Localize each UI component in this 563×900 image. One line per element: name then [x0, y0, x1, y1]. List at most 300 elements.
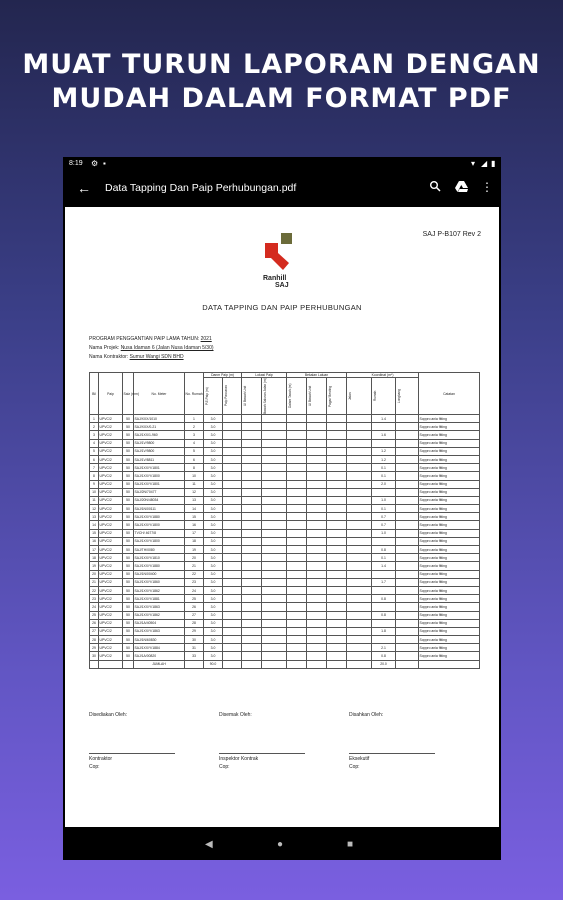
- table-cell: [223, 636, 242, 644]
- table-cell: UPVC/2: [99, 611, 123, 619]
- table-cell: 3.0: [204, 546, 223, 554]
- table-cell: [262, 546, 287, 554]
- table-cell: [396, 480, 419, 488]
- kontraktor-line: Nama Kontraktor: Sumur Wangi SDN BHD: [89, 354, 184, 360]
- table-cell: 50: [123, 619, 134, 627]
- table-cell: [262, 455, 287, 463]
- table-cell: [347, 496, 372, 504]
- table-cell: 0.1: [372, 472, 396, 480]
- table-cell: [262, 521, 287, 529]
- table-cell: 50: [123, 415, 134, 423]
- table-cell: [307, 554, 327, 562]
- table-total-row: [90, 660, 480, 668]
- table-cell: [396, 554, 419, 562]
- table-row: [90, 423, 480, 431]
- table-cell: 28: [185, 619, 204, 627]
- table-cell: [262, 496, 287, 504]
- table-cell: [327, 472, 347, 480]
- table-cell: [242, 455, 262, 463]
- table-cell: UPVC/2: [99, 562, 123, 570]
- table-cell: 7: [90, 464, 99, 472]
- table-cell: 27: [90, 627, 99, 635]
- table-cell: [327, 611, 347, 619]
- table-cell: [223, 431, 242, 439]
- table-cell: 19: [90, 562, 99, 570]
- table-cell: [223, 480, 242, 488]
- table-cell: 0.7: [372, 521, 396, 529]
- table-cell: [327, 586, 347, 594]
- table-row: [90, 464, 480, 472]
- table-cell: [287, 431, 307, 439]
- sig-2-role: Inspektor Kontrak: [219, 756, 259, 762]
- table-cell: 22: [185, 570, 204, 578]
- settings-icon: ⚙: [91, 159, 99, 168]
- table-cell: [307, 619, 327, 627]
- table-cell: SAJ/1XX/Y/1801: [134, 464, 185, 472]
- table-cell: 3.0: [204, 513, 223, 521]
- table-row: [90, 447, 480, 455]
- table-cell: [372, 636, 396, 644]
- table-cell: UPVC/2: [99, 521, 123, 529]
- table-cell: [347, 652, 372, 660]
- table-cell: [223, 570, 242, 578]
- table-cell: Soppro ania fitting: [419, 611, 480, 619]
- table-cell: 3.0: [204, 586, 223, 594]
- table-cell: [396, 619, 419, 627]
- table-cell: [347, 603, 372, 611]
- card-icon: ▪: [103, 159, 106, 168]
- table-cell: 50: [123, 546, 134, 554]
- table-cell: [372, 537, 396, 545]
- table-cell: [223, 537, 242, 545]
- table-cell: [262, 644, 287, 652]
- table-cell: [223, 439, 242, 447]
- sig-1-label: Disediakan Oleh:: [89, 712, 128, 718]
- table-row: [90, 562, 480, 570]
- table-cell: SAJ/TH/0080: [134, 546, 185, 554]
- table-cell: Soppro ania fitting: [419, 636, 480, 644]
- table-cell: [347, 464, 372, 472]
- table-cell: [327, 447, 347, 455]
- table-cell: 9: [90, 480, 99, 488]
- table-cell: SAJ/1XX/Y/1862: [134, 611, 185, 619]
- table-cell: SAJ/XXX/1010: [134, 415, 185, 423]
- table-cell: Soppro ania fitting: [419, 578, 480, 586]
- logo-text: Ranhill SAJ: [263, 275, 289, 289]
- table-cell: 3.0: [204, 439, 223, 447]
- table-cell: Soppro ania fitting: [419, 513, 480, 521]
- table-cell: Soppro ania fitting: [419, 455, 480, 463]
- table-cell: 3.0: [204, 578, 223, 586]
- table-cell: [307, 488, 327, 496]
- table-cell: [396, 415, 419, 423]
- table-cell: [287, 660, 307, 668]
- table-cell: 29: [185, 627, 204, 635]
- table-cell: UPVC/2: [99, 496, 123, 504]
- table-cell: [307, 570, 327, 578]
- table-cell: 12: [90, 505, 99, 513]
- table-cell: [287, 529, 307, 537]
- table-cell: [223, 447, 242, 455]
- table-cell: UPVC/2: [99, 455, 123, 463]
- table-cell: UPVC/2: [99, 652, 123, 660]
- table-cell: SAJ/1XX/1-960: [134, 431, 185, 439]
- table-cell: 30: [90, 652, 99, 660]
- table-cell: SAJ/1XX/Y/1800: [134, 521, 185, 529]
- table-cell: 3.0: [204, 455, 223, 463]
- battery-icon: ▮: [491, 159, 496, 168]
- table-cell: [287, 480, 307, 488]
- table-cell: [287, 513, 307, 521]
- table-row: [90, 586, 480, 594]
- table-cell: [307, 578, 327, 586]
- table-cell: [287, 488, 307, 496]
- table-cell: Soppro ania fitting: [419, 627, 480, 635]
- table-cell: 1.4: [372, 562, 396, 570]
- table-cell: 50: [123, 603, 134, 611]
- table-cell: [307, 423, 327, 431]
- table-cell: 50: [123, 570, 134, 578]
- table-cell: [327, 627, 347, 635]
- table-cell: [347, 627, 372, 635]
- table-cell: [287, 644, 307, 652]
- table-cell: 26: [185, 603, 204, 611]
- total-rumah: 20.0: [372, 660, 396, 668]
- table-cell: Soppro ania fitting: [419, 586, 480, 594]
- table-cell: [262, 570, 287, 578]
- table-cell: Soppro ania fitting: [419, 431, 480, 439]
- th-catatan: Catatan: [419, 373, 480, 415]
- table-cell: 50: [123, 595, 134, 603]
- drive-upload-icon[interactable]: [455, 180, 468, 195]
- table-cell: 3.0: [204, 521, 223, 529]
- table-cell: [223, 455, 242, 463]
- table-cell: 11: [90, 496, 99, 504]
- table-cell: 25: [185, 595, 204, 603]
- table-cell: [396, 521, 419, 529]
- table-cell: [262, 595, 287, 603]
- table-row: [90, 636, 480, 644]
- table-cell: 26: [90, 619, 99, 627]
- back-triangle-icon[interactable]: ◀: [205, 839, 213, 850]
- table-cell: 3.0: [204, 554, 223, 562]
- table-cell: [396, 652, 419, 660]
- table-cell: [307, 513, 327, 521]
- table-cell: [307, 611, 327, 619]
- android-nav-bar: [63, 832, 501, 860]
- table-cell: [327, 431, 347, 439]
- table-cell: [347, 537, 372, 545]
- table-cell: [223, 505, 242, 513]
- table-cell: [242, 578, 262, 586]
- table-cell: [347, 431, 372, 439]
- document-title: DATA TAPPING DAN PAIP PERHUBUNGAN: [202, 303, 362, 312]
- table-cell: [262, 537, 287, 545]
- table-cell: [372, 603, 396, 611]
- table-cell: [223, 578, 242, 586]
- table-cell: [287, 554, 307, 562]
- table-cell: [287, 570, 307, 578]
- table-cell: 12: [185, 488, 204, 496]
- table-cell: 3.0: [204, 644, 223, 652]
- table-cell: 18: [185, 537, 204, 545]
- table-cell: SAJ/1N/00111: [134, 505, 185, 513]
- device-screen: [63, 157, 501, 860]
- table-cell: 3.0: [204, 570, 223, 578]
- pdf-page[interactable]: [65, 207, 499, 827]
- more-vert-icon[interactable]: ⋮: [481, 180, 493, 194]
- table-cell: UPVC/2: [99, 513, 123, 521]
- home-circle-icon[interactable]: ●: [277, 839, 284, 850]
- table-cell: [242, 660, 262, 668]
- table-cell: UPVC/2: [99, 603, 123, 611]
- table-cell: [396, 660, 419, 668]
- table-cell: Soppro ania fitting: [419, 603, 480, 611]
- table-cell: [307, 505, 327, 513]
- table-cell: 2.0: [372, 480, 396, 488]
- table-cell: [372, 488, 396, 496]
- document-ref: SAJ P-B107 Rev 2: [422, 231, 481, 238]
- recents-square-icon[interactable]: ■: [347, 839, 354, 850]
- table-cell: UPVC/2: [99, 464, 123, 472]
- table-cell: [223, 619, 242, 627]
- table-cell: 30: [185, 636, 204, 644]
- table-row: [90, 595, 480, 603]
- table-cell: [327, 546, 347, 554]
- table-cell: UPVC/2: [99, 537, 123, 545]
- table-cell: 20: [185, 554, 204, 562]
- table-cell: UPVC/2: [99, 554, 123, 562]
- table-cell: [242, 546, 262, 554]
- table-cell: 50: [123, 472, 134, 480]
- data-table: Bil Paip Saiz (mm) No. Meter No. Rumah Danm Paip (m) Lokasi Paip Bekalan Laluan Koordinat (m*) Catatan P.E.Paip (m) Paip Pancaran Ul Bawah Unit Bawah Saluran Jalan (m) Dalam Tanah (m) Ul Bawah Unit Pagar/ Benting Jalan Rumah Longkang 1 UPVC/2 50 SAJ/XXX/1010 1 3.0 1.4 Soppro ania fitting 2 UPVC/2 50 SAJ/XXX/0-21 2 3.0 Soppro ania fitting 3 UPVC/2 50 SAJ/1XX/1-960 3 3.0 1.6 Soppro ania fitting 4 UPVC/2 50 SAJ/1V/9800 4 3.0 Soppro ania fitting 5 UPVC/2 50 SAJ/1V/9800 5 3.0 1.2 Soppro ania fitting 6 UPVC/2 50 SAJ/1V/8811 6 3.0 1.2 Soppro ania fitting 7 UPVC/2 50 SAJ/1XX/Y/1801 8 3.0 0.1 Soppro ania fitting 8 UPVC/2 50 SAJ/1XX/Y/1800 10 3.0 0.1 Soppro ania fitting 9 UPVC/2 50 SAJ/1XX/Y/1801 11 3.0 2.0 Soppro ania fitting 10 UPVC/2 50 SAJ/2N/70477 12 3.0 Soppro ania fitting 11 UPVC/2 50 SAJ/20N/48034 13 3.0 1.0 Soppro ania fitting 12 UPVC/2 50 SAJ/1N/00111 14 3.0 0.1 Soppro ania fitting 13 UPVC/2 50 SAJ/1XX/Y/1880 15 3.0 0.7 Soppro ania fitting 14 UPVC/2 50 SAJ/1XX/Y/1800 16 3.0 0.7 Soppro ania fitting 15 UPVC/2 50 TVCH/ 4677/8 17 3.0 1.0 Soppro ania fitting 16 UPVC/2 50 SAJ/1XX/Y/1800 18 3.0 Soppro ania fitting 17 UPVC/2 50 SAJ/TH/0080 19 3.0 0.8 Soppro ania fitting 18 UPVC/2 50 SAJ/1XX/Y/1810 20 3.0 0.1 Soppro ania fitting 19 UPVC/2 50 SAJ/1XX/Y/1880 21 3.0 1.4 Soppro ania fitting 20 UPVC/2 50 SAJ/1N/00400 22 3.0 Soppro ania fitting 21 UPVC/2 50 SAJ/1XX/Y/1860 23 3.0 1.7 Soppro ania fitting 22 UPVC/2 50 SAJ/1XX/Y/1862 24 3.0 Soppro ania fitting 23 UPVC/2 50 SAJ/1XX/Y/1881 25 3.0 0.8 Soppro ania fitting 24 UPVC/2 50 SAJ/1XX/Y/1863 26 3.0 Soppro ania fitting 25 UPVC/2 50 SAJ/1XX/Y/1862 27 3.0 0.8 Soppro ania fitting 26 UPVC/2 50 SAJ/1A/40504 28 3.0 Soppro ania fitting 27 UPVC/2 50 SAJ/1XX/Y/1863 29 3.0 1.8 Soppro ania fitting 28 UPVC/2 50 SAJ/1N/60830 30 3.0 Soppro ania fitting 29 UPVC/2 50 SAJ/1XX/Y/1884 31 3.0 2.1 Soppro ania fitting 30 UPVC/2 50 SAJ/1A/00820 33 3.0 0.8 Soppro ania fitting JUMLAH 90.0 20.0: [89, 372, 480, 669]
- table-cell: 3: [185, 431, 204, 439]
- table-row: [90, 554, 480, 562]
- table-cell: [242, 611, 262, 619]
- table-cell: UPVC/2: [99, 644, 123, 652]
- table-cell: [347, 586, 372, 594]
- table-cell: [307, 586, 327, 594]
- table-cell: 3.0: [204, 415, 223, 423]
- table-cell: UPVC/2: [99, 488, 123, 496]
- sig-3-cop: Cop:: [349, 764, 360, 770]
- table-cell: SAJ/1XX/Y/1862: [134, 586, 185, 594]
- table-cell: Soppro ania fitting: [419, 521, 480, 529]
- table-cell: 3.0: [204, 472, 223, 480]
- table-cell: [347, 529, 372, 537]
- table-cell: [262, 636, 287, 644]
- table-cell: [347, 505, 372, 513]
- table-cell: [327, 644, 347, 652]
- status-bar: [63, 157, 501, 171]
- table-cell: 3.0: [204, 488, 223, 496]
- table-cell: [242, 644, 262, 652]
- table-cell: [396, 562, 419, 570]
- table-cell: [347, 546, 372, 554]
- table-cell: [307, 496, 327, 504]
- table-cell: [396, 603, 419, 611]
- table-cell: [287, 496, 307, 504]
- headline-line-1: MUAT TURUN LAPORAN DENGAN: [22, 49, 541, 80]
- table-cell: 19: [185, 546, 204, 554]
- th-paip: Paip: [99, 373, 123, 415]
- table-cell: [287, 603, 307, 611]
- table-cell: [287, 627, 307, 635]
- table-cell: [262, 423, 287, 431]
- table-cell: [327, 529, 347, 537]
- table-cell: 15: [185, 513, 204, 521]
- table-cell: [223, 611, 242, 619]
- table-cell: 3.0: [204, 603, 223, 611]
- table-cell: [396, 455, 419, 463]
- table-cell: [223, 513, 242, 521]
- table-cell: SAJ/1XX/Y/1800: [134, 537, 185, 545]
- search-icon[interactable]: [429, 180, 441, 195]
- table-cell: 1.2: [372, 447, 396, 455]
- table-cell: [347, 423, 372, 431]
- th-group-koordinat: Koordinat (m*): [347, 373, 419, 378]
- table-cell: Soppro ania fitting: [419, 562, 480, 570]
- table-cell: [262, 554, 287, 562]
- table-cell: 50: [123, 537, 134, 545]
- table-cell: [396, 611, 419, 619]
- sig-2-label: Disemak Oleh:: [219, 712, 252, 718]
- table-cell: 3.0: [204, 480, 223, 488]
- table-cell: [396, 644, 419, 652]
- table-cell: Soppro ania fitting: [419, 652, 480, 660]
- table-cell: [307, 464, 327, 472]
- table-cell: [242, 595, 262, 603]
- table-cell: [327, 652, 347, 660]
- table-cell: 24: [185, 586, 204, 594]
- table-cell: [327, 464, 347, 472]
- table-cell: [307, 455, 327, 463]
- toolbar-title: Data Tapping Dan Paip Perhubungan.pdf: [105, 182, 297, 194]
- table-cell: SAJ/20N/48034: [134, 496, 185, 504]
- table-cell: SAJ/1N/00400: [134, 570, 185, 578]
- table-cell: 23: [185, 578, 204, 586]
- table-row: [90, 619, 480, 627]
- table-cell: 50: [123, 480, 134, 488]
- sig-2-cop: Cop:: [219, 764, 230, 770]
- table-cell: 3.0: [204, 636, 223, 644]
- table-row: [90, 488, 480, 496]
- table-cell: [242, 619, 262, 627]
- table-cell: 50: [123, 529, 134, 537]
- table-cell: 14: [185, 505, 204, 513]
- table-cell: 29: [90, 644, 99, 652]
- table-cell: [396, 472, 419, 480]
- table-cell: [327, 480, 347, 488]
- table-cell: [223, 627, 242, 635]
- table-cell: [396, 636, 419, 644]
- table-cell: [287, 562, 307, 570]
- table-cell: [327, 554, 347, 562]
- table-row: [90, 546, 480, 554]
- table-cell: [242, 586, 262, 594]
- table-row: [90, 505, 480, 513]
- table-cell: UPVC/2: [99, 529, 123, 537]
- table-cell: [287, 619, 307, 627]
- promo-headline: [0, 48, 563, 116]
- table-cell: 3.0: [204, 652, 223, 660]
- table-cell: [287, 521, 307, 529]
- table-cell: 1.4: [372, 415, 396, 423]
- table-cell: 6: [185, 455, 204, 463]
- wifi-icon: ▾: [471, 159, 476, 168]
- table-cell: UPVC/2: [99, 578, 123, 586]
- table-cell: SAJ/XXX/0-21: [134, 423, 185, 431]
- table-row: [90, 537, 480, 545]
- table-cell: [396, 505, 419, 513]
- app-toolbar: [63, 171, 501, 207]
- signal-icon: ◢: [481, 159, 488, 168]
- sig-2-line: [219, 753, 305, 754]
- table-cell: [242, 480, 262, 488]
- back-arrow-icon[interactable]: ←: [77, 180, 91, 196]
- table-cell: 4: [90, 439, 99, 447]
- table-cell: [242, 513, 262, 521]
- table-row: [90, 513, 480, 521]
- table-cell: Soppro ania fitting: [419, 546, 480, 554]
- th-group-danm: Danm Paip (m): [204, 373, 242, 378]
- table-cell: 2: [90, 423, 99, 431]
- table-cell: 16: [90, 537, 99, 545]
- table-cell: [307, 603, 327, 611]
- table-cell: Soppro ania fitting: [419, 439, 480, 447]
- table-cell: [262, 464, 287, 472]
- table-cell: [347, 455, 372, 463]
- table-cell: [262, 447, 287, 455]
- table-cell: [99, 660, 123, 668]
- table-cell: 3.0: [204, 562, 223, 570]
- table-cell: [223, 660, 242, 668]
- table-cell: SAJ/1XX/Y/1801: [134, 480, 185, 488]
- table-cell: 13: [185, 496, 204, 504]
- table-cell: [307, 447, 327, 455]
- table-cell: 2: [185, 423, 204, 431]
- table-cell: 0.8: [372, 652, 396, 660]
- table-cell: 50: [123, 521, 134, 529]
- table-cell: [396, 439, 419, 447]
- table-cell: [223, 464, 242, 472]
- table-cell: [396, 431, 419, 439]
- th-bil: Bil: [90, 373, 99, 415]
- table-cell: Soppro ania fitting: [419, 480, 480, 488]
- table-cell: [242, 488, 262, 496]
- table-cell: 22: [90, 586, 99, 594]
- table-cell: 3.0: [204, 431, 223, 439]
- table-cell: UPVC/2: [99, 505, 123, 513]
- table-cell: [396, 537, 419, 545]
- table-cell: [327, 570, 347, 578]
- table-cell: [396, 513, 419, 521]
- table-cell: 4: [185, 439, 204, 447]
- table-row: [90, 644, 480, 652]
- table-cell: SAJ/2N/70477: [134, 488, 185, 496]
- table-cell: 21: [185, 562, 204, 570]
- table-cell: UPVC/2: [99, 570, 123, 578]
- table-cell: [347, 554, 372, 562]
- table-cell: [262, 611, 287, 619]
- table-cell: [262, 439, 287, 447]
- table-cell: [327, 488, 347, 496]
- table-cell: 3.0: [204, 619, 223, 627]
- table-cell: 50: [123, 488, 134, 496]
- table-cell: UPVC/2: [99, 586, 123, 594]
- table-cell: 50: [123, 644, 134, 652]
- table-cell: [347, 488, 372, 496]
